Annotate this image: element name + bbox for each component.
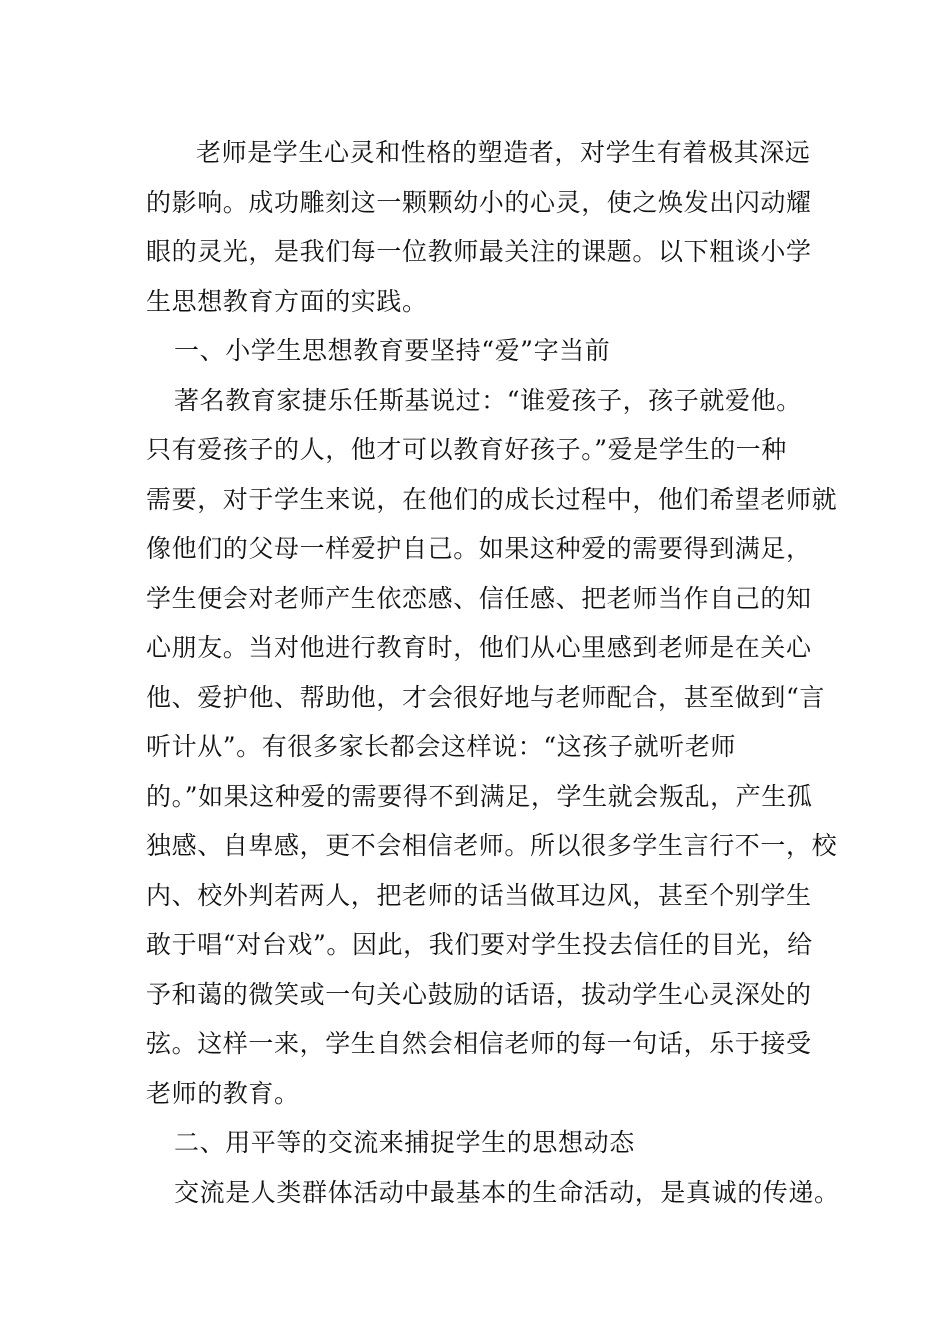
- text-line: 内、校外判若两人，把老师的话当做耳边风，甚至个别学生: [146, 880, 812, 910]
- text-line: 学生便会对老师产生依恋感、信任感、把老师当作自己的知: [146, 583, 812, 613]
- heading-text: 二、用平等的交流来捕捉学生的思想动态: [174, 1128, 635, 1157]
- text-line: 只有爱孩子的人，他才可以教育好孩子。”爱是学生的一种: [146, 435, 787, 464]
- intro-paragraph: [146, 128, 816, 326]
- section-1-paragraph: [146, 376, 838, 1119]
- section-heading-1: [146, 326, 816, 376]
- document-page: [146, 128, 840, 1217]
- text-line: 的影响。成功雕刻这一颗颗幼小的心灵，使之焕发出闪动耀: [146, 187, 812, 217]
- text-line: 独感、自卑感，更不会相信老师。所以很多学生言行不一，校: [146, 831, 838, 860]
- text-line: 心朋友。当对他进行教育时，他们从心里感到老师是在关心: [146, 633, 812, 662]
- text-line: 眼的灵光，是我们每一位教师最关注的课题。以下粗谈小学: [146, 237, 812, 266]
- heading-text: 一、小学生思想教育要坚持“爱”字当前: [174, 336, 611, 365]
- text-line: 敢于唱“对台戏”。因此，我们要对学生投去信任的目光，给: [146, 930, 813, 959]
- section-2-paragraph: [146, 1168, 840, 1218]
- text-line: 听计从”。有很多家长都会这样说：“这孩子就听老师: [146, 732, 736, 761]
- text-line: 的。”如果这种爱的需要得不到满足，学生就会叛乱，产生孤: [146, 781, 813, 811]
- text-line: 著名教育家捷乐任斯基说过：“谁爱孩子，孩子就爱他。: [174, 385, 802, 415]
- text-line: 生思想教育方面的实践。: [146, 286, 428, 316]
- text-line: 弦。这样一来，学生自然会相信老师的每一句话，乐于接受: [146, 1029, 812, 1058]
- section-heading-2: [146, 1118, 816, 1168]
- text-line: 他、爱护他、帮助他，才会很好地与老师配合，甚至做到“言: [146, 682, 825, 712]
- text-line: 老师是学生心灵和性格的塑造者，对学生有着极其深远: [196, 138, 811, 167]
- text-line: 像他们的父母一样爱护自己。如果这种爱的需要得到满足，: [146, 534, 812, 563]
- text-line: 予和蔼的微笑或一句关心鼓励的话语，拔动学生心灵深处的: [146, 979, 812, 1009]
- text-line: 需要，对于学生来说，在他们的成长过程中，他们希望老师就: [146, 484, 838, 514]
- text-line: 交流是人类群体活动中最基本的生命活动，是真诚的传递。: [174, 1177, 840, 1207]
- text-line: 老师的教育。: [146, 1078, 300, 1108]
